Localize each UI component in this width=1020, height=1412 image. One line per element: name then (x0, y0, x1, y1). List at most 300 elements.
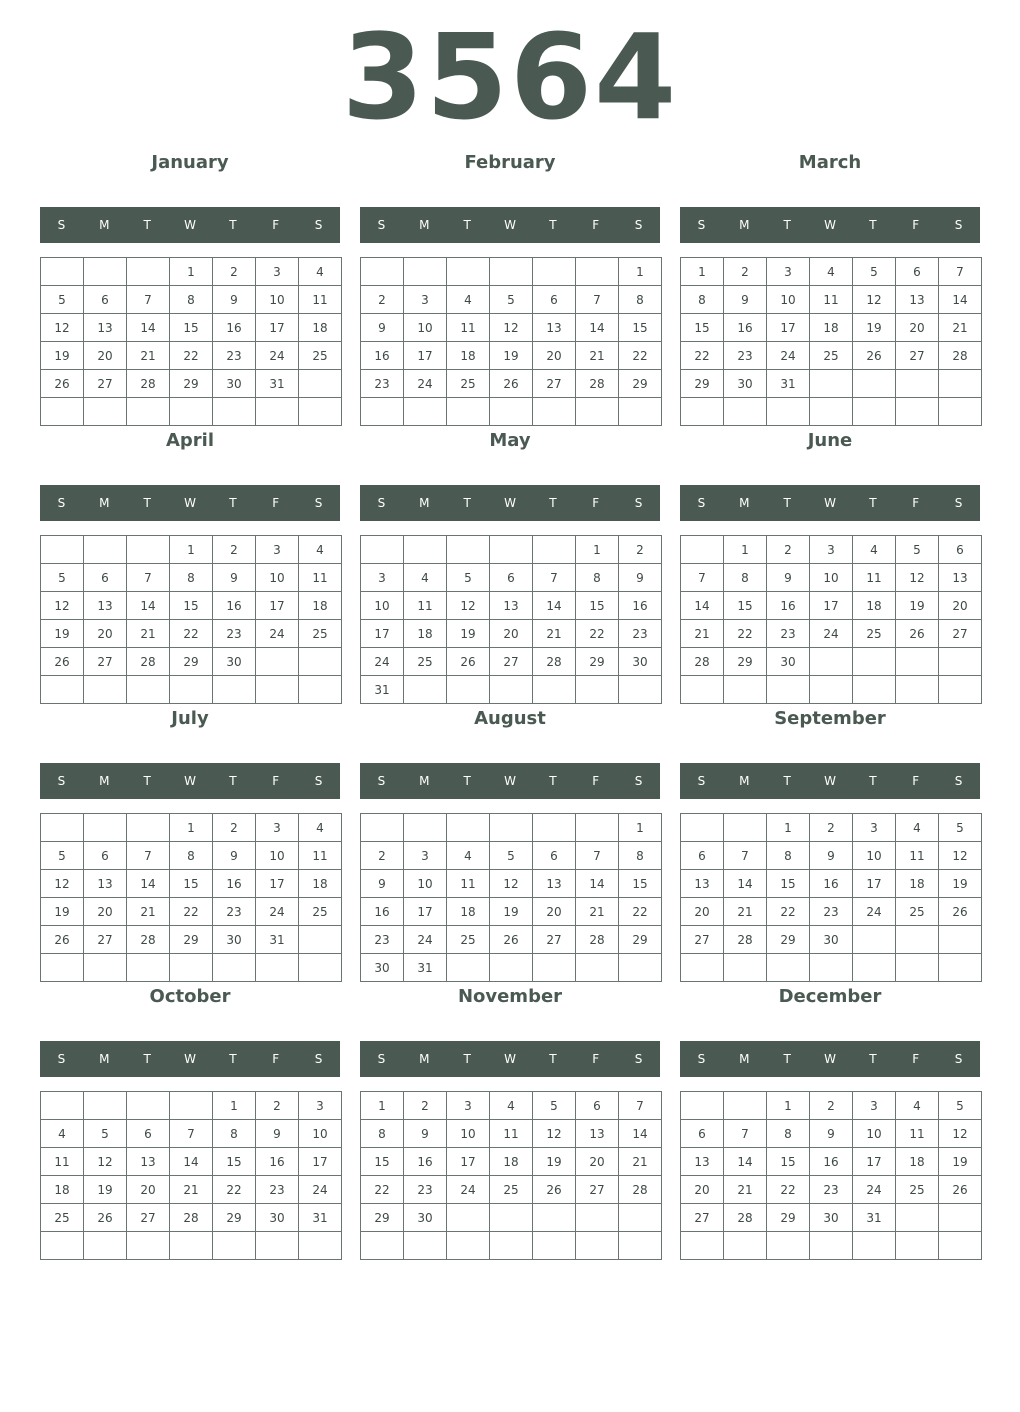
day-cell: 12 (447, 592, 490, 620)
day-cell: 8 (767, 1120, 810, 1148)
day-cell: 7 (681, 564, 724, 592)
day-cell: 23 (213, 342, 256, 370)
day-cell: 16 (404, 1148, 447, 1176)
day-cell: 31 (853, 1204, 896, 1232)
day-cell: 13 (681, 1148, 724, 1176)
weekday-label: T (549, 1052, 557, 1066)
day-cell: 29 (724, 648, 767, 676)
day-cell: 22 (767, 898, 810, 926)
day-cell: 20 (84, 342, 127, 370)
day-cell: 8 (681, 286, 724, 314)
day-cell: 23 (767, 620, 810, 648)
weekday-label: F (592, 774, 600, 788)
day-cell: 26 (41, 648, 84, 676)
empty-day-cell (939, 1204, 982, 1232)
day-cell: 6 (896, 258, 939, 286)
day-cell: 4 (810, 258, 853, 286)
day-cell: 30 (404, 1204, 447, 1232)
day-cell: 12 (896, 564, 939, 592)
day-cell: 1 (576, 536, 619, 564)
day-cell: 30 (810, 926, 853, 954)
day-cell: 3 (361, 564, 404, 592)
day-cell: 1 (681, 258, 724, 286)
day-cell: 8 (170, 842, 213, 870)
day-cell: 13 (533, 870, 576, 898)
week-row (681, 1120, 982, 1148)
day-cell: 9 (619, 564, 662, 592)
weekday-label: W (504, 218, 516, 232)
weekday-label: F (912, 218, 920, 232)
weekday-label: W (184, 218, 196, 232)
day-cell: 2 (213, 536, 256, 564)
month-name: April (165, 430, 215, 451)
day-cell: 22 (170, 620, 213, 648)
weekday-label: F (592, 1052, 600, 1066)
day-cell: 16 (213, 592, 256, 620)
weekday-label: M (99, 1052, 110, 1066)
day-cell: 29 (213, 1204, 256, 1232)
weekday-label: W (824, 1052, 836, 1066)
day-cell: 6 (681, 1120, 724, 1148)
week-row (361, 1148, 662, 1176)
day-cell: 14 (619, 1120, 662, 1148)
day-cell: 23 (256, 1176, 299, 1204)
day-cell: 9 (256, 1120, 299, 1148)
weekday-label: S (314, 496, 323, 510)
day-cell: 23 (810, 898, 853, 926)
month-name: January (151, 152, 229, 173)
day-grid (680, 1091, 982, 1260)
day-cell: 14 (724, 870, 767, 898)
weekday-label: F (272, 218, 280, 232)
day-cell: 16 (256, 1148, 299, 1176)
week-row (681, 1204, 982, 1232)
day-cell: 18 (447, 898, 490, 926)
day-cell: 3 (256, 814, 299, 842)
month-name: October (149, 986, 231, 1007)
day-cell: 19 (447, 620, 490, 648)
day-cell: 3 (447, 1092, 490, 1120)
day-cell: 19 (896, 592, 939, 620)
day-cell: 6 (939, 536, 982, 564)
empty-day-cell (939, 1232, 982, 1260)
day-cell: 6 (490, 564, 533, 592)
day-cell: 26 (896, 620, 939, 648)
day-cell: 5 (896, 536, 939, 564)
day-cell: 28 (724, 1204, 767, 1232)
day-cell: 27 (576, 1176, 619, 1204)
weekday-label: T (869, 774, 877, 788)
day-cell: 31 (299, 1204, 342, 1232)
month-february (360, 0, 660, 391)
day-cell: 31 (767, 370, 810, 398)
day-cell: 17 (767, 314, 810, 342)
day-cell: 17 (853, 1148, 896, 1176)
weekday-header (360, 207, 660, 243)
weekday-header (40, 485, 340, 521)
day-cell: 9 (810, 842, 853, 870)
weekday-header (40, 207, 340, 243)
weekday-header (360, 485, 660, 521)
month-name: September (774, 708, 886, 729)
day-cell: 19 (939, 1148, 982, 1176)
day-cell: 12 (41, 592, 84, 620)
day-cell: 30 (619, 648, 662, 676)
day-cell: 26 (939, 898, 982, 926)
weekday-label: T (143, 774, 151, 788)
day-cell: 18 (299, 314, 342, 342)
day-cell: 7 (170, 1120, 213, 1148)
day-cell: 17 (256, 592, 299, 620)
day-cell: 25 (896, 898, 939, 926)
day-cell: 2 (810, 1092, 853, 1120)
day-cell: 26 (447, 648, 490, 676)
weekday-label: M (99, 496, 110, 510)
day-cell: 19 (533, 1148, 576, 1176)
day-cell: 10 (256, 842, 299, 870)
day-cell: 2 (361, 286, 404, 314)
week-row (681, 1232, 982, 1260)
weekday-label: M (739, 1052, 750, 1066)
day-cell: 1 (170, 814, 213, 842)
weekday-label: F (272, 496, 280, 510)
day-cell: 30 (724, 370, 767, 398)
week-row (361, 1092, 662, 1120)
month-june (680, 278, 980, 669)
day-cell: 6 (127, 1120, 170, 1148)
weekday-label: M (739, 218, 750, 232)
day-cell: 18 (299, 592, 342, 620)
weekday-label: T (229, 496, 237, 510)
day-cell: 29 (619, 926, 662, 954)
weekday-label: T (143, 218, 151, 232)
weekday-label: T (549, 218, 557, 232)
day-cell: 28 (127, 648, 170, 676)
weekday-label: S (57, 774, 66, 788)
day-grid (40, 1091, 342, 1260)
day-cell: 10 (404, 870, 447, 898)
day-cell: 3 (853, 814, 896, 842)
day-cell: 18 (41, 1176, 84, 1204)
empty-day-cell (896, 1204, 939, 1232)
weekday-header (680, 207, 980, 243)
day-cell: 24 (767, 342, 810, 370)
empty-day-cell (681, 1092, 724, 1120)
day-cell: 15 (170, 870, 213, 898)
day-cell: 4 (299, 258, 342, 286)
day-cell: 19 (490, 342, 533, 370)
day-cell: 8 (767, 842, 810, 870)
day-cell: 27 (127, 1204, 170, 1232)
weekday-label: T (463, 218, 471, 232)
empty-day-cell (576, 1232, 619, 1260)
week-row (361, 1120, 662, 1148)
day-cell: 25 (447, 926, 490, 954)
weekday-label: S (697, 218, 706, 232)
day-cell: 20 (681, 898, 724, 926)
month-name: July (171, 708, 209, 729)
weekday-label: W (824, 774, 836, 788)
weekday-header (40, 763, 340, 799)
week-row (41, 1204, 342, 1232)
day-cell: 7 (724, 842, 767, 870)
weekday-label: S (697, 496, 706, 510)
day-cell: 13 (576, 1120, 619, 1148)
weekday-label: W (824, 218, 836, 232)
day-cell: 1 (213, 1092, 256, 1120)
day-cell: 8 (361, 1120, 404, 1148)
day-cell: 4 (896, 814, 939, 842)
day-cell: 1 (767, 814, 810, 842)
day-cell: 22 (361, 1176, 404, 1204)
day-cell: 22 (213, 1176, 256, 1204)
day-cell: 14 (576, 870, 619, 898)
empty-day-cell (84, 1092, 127, 1120)
day-cell: 18 (447, 342, 490, 370)
day-cell: 18 (853, 592, 896, 620)
day-cell: 11 (896, 1120, 939, 1148)
weekday-header (40, 1041, 340, 1077)
day-cell: 25 (299, 898, 342, 926)
day-cell: 17 (810, 592, 853, 620)
day-cell: 7 (619, 1092, 662, 1120)
weekday-label: T (783, 1052, 791, 1066)
weekday-label: T (229, 218, 237, 232)
day-cell: 9 (767, 564, 810, 592)
day-cell: 27 (84, 370, 127, 398)
day-cell: 8 (576, 564, 619, 592)
empty-day-cell (896, 1232, 939, 1260)
weekday-label: S (697, 774, 706, 788)
weekday-label: S (954, 496, 963, 510)
day-cell: 18 (490, 1148, 533, 1176)
day-cell: 23 (404, 1176, 447, 1204)
day-cell: 11 (299, 842, 342, 870)
day-cell: 11 (299, 564, 342, 592)
month-name: August (474, 708, 546, 729)
weekday-header (360, 1041, 660, 1077)
empty-day-cell (361, 1232, 404, 1260)
day-cell: 31 (256, 370, 299, 398)
day-cell: 29 (681, 370, 724, 398)
week-row (41, 1232, 342, 1260)
weekday-label: T (143, 1052, 151, 1066)
day-cell: 9 (404, 1120, 447, 1148)
day-cell: 16 (810, 870, 853, 898)
day-cell: 18 (896, 1148, 939, 1176)
day-cell: 26 (533, 1176, 576, 1204)
day-cell: 20 (127, 1176, 170, 1204)
day-cell: 19 (41, 898, 84, 926)
empty-day-cell (810, 1232, 853, 1260)
day-cell: 29 (170, 648, 213, 676)
day-cell: 19 (853, 314, 896, 342)
day-cell: 15 (619, 870, 662, 898)
day-cell: 4 (299, 814, 342, 842)
weekday-label: T (783, 496, 791, 510)
day-cell: 28 (127, 926, 170, 954)
day-cell: 9 (213, 286, 256, 314)
day-cell: 13 (84, 314, 127, 342)
day-cell: 17 (256, 314, 299, 342)
day-cell: 24 (404, 370, 447, 398)
day-cell: 20 (84, 620, 127, 648)
weekday-label: M (99, 774, 110, 788)
day-cell: 27 (939, 620, 982, 648)
day-cell: 13 (681, 870, 724, 898)
day-cell: 9 (213, 842, 256, 870)
day-cell: 23 (619, 620, 662, 648)
day-cell: 13 (84, 592, 127, 620)
day-cell: 10 (447, 1120, 490, 1148)
weekday-label: W (504, 1052, 516, 1066)
month-april (40, 278, 340, 669)
day-cell: 5 (41, 286, 84, 314)
day-cell: 5 (853, 258, 896, 286)
weekday-label: T (869, 1052, 877, 1066)
weekday-label: W (824, 496, 836, 510)
day-cell: 20 (939, 592, 982, 620)
day-cell: 6 (84, 564, 127, 592)
day-cell: 8 (619, 286, 662, 314)
weekday-label: W (504, 496, 516, 510)
day-cell: 21 (533, 620, 576, 648)
day-cell: 12 (490, 870, 533, 898)
day-cell: 24 (256, 620, 299, 648)
day-cell: 16 (619, 592, 662, 620)
day-cell: 1 (619, 814, 662, 842)
day-cell: 5 (490, 286, 533, 314)
day-cell: 2 (404, 1092, 447, 1120)
day-cell: 3 (299, 1092, 342, 1120)
day-cell: 3 (256, 258, 299, 286)
day-cell: 21 (724, 898, 767, 926)
day-cell: 2 (767, 536, 810, 564)
weekday-label: M (419, 774, 430, 788)
day-cell: 16 (213, 314, 256, 342)
day-cell: 26 (490, 370, 533, 398)
day-cell: 29 (361, 1204, 404, 1232)
day-cell: 9 (724, 286, 767, 314)
weekday-label: W (184, 774, 196, 788)
day-cell: 14 (127, 870, 170, 898)
day-cell: 4 (853, 536, 896, 564)
day-cell: 21 (576, 898, 619, 926)
day-cell: 9 (810, 1120, 853, 1148)
empty-day-cell (853, 1232, 896, 1260)
day-cell: 28 (724, 926, 767, 954)
day-cell: 30 (213, 648, 256, 676)
day-cell: 2 (724, 258, 767, 286)
day-cell: 4 (404, 564, 447, 592)
day-cell: 12 (853, 286, 896, 314)
day-cell: 31 (256, 926, 299, 954)
month-january (40, 0, 340, 391)
day-cell: 12 (490, 314, 533, 342)
day-cell: 4 (41, 1120, 84, 1148)
weekday-label: M (419, 1052, 430, 1066)
day-cell: 28 (576, 926, 619, 954)
day-cell: 20 (576, 1148, 619, 1176)
weekday-label: S (377, 496, 386, 510)
day-cell: 21 (939, 314, 982, 342)
day-cell: 6 (84, 842, 127, 870)
day-cell: 22 (170, 898, 213, 926)
day-cell: 28 (619, 1176, 662, 1204)
weekday-label: F (912, 1052, 920, 1066)
day-cell: 1 (170, 536, 213, 564)
day-cell: 29 (170, 926, 213, 954)
weekday-label: F (912, 496, 920, 510)
day-cell: 14 (170, 1148, 213, 1176)
day-cell: 11 (41, 1148, 84, 1176)
empty-day-cell (404, 1232, 447, 1260)
weekday-label: S (314, 774, 323, 788)
day-cell: 21 (127, 620, 170, 648)
day-cell: 28 (127, 370, 170, 398)
weekday-label: F (592, 218, 600, 232)
day-cell: 15 (213, 1148, 256, 1176)
month-may (360, 278, 660, 697)
weekday-label: S (377, 774, 386, 788)
day-cell: 31 (404, 954, 447, 982)
day-cell: 21 (127, 898, 170, 926)
day-cell: 24 (404, 926, 447, 954)
day-cell: 5 (84, 1120, 127, 1148)
day-cell: 16 (361, 898, 404, 926)
day-cell: 26 (853, 342, 896, 370)
day-cell: 24 (447, 1176, 490, 1204)
day-cell: 25 (896, 1176, 939, 1204)
day-cell: 25 (41, 1204, 84, 1232)
day-cell: 17 (853, 870, 896, 898)
day-cell: 4 (299, 536, 342, 564)
day-cell: 14 (576, 314, 619, 342)
weekday-label: T (463, 496, 471, 510)
weekday-label: T (143, 496, 151, 510)
weekday-label: S (954, 1052, 963, 1066)
week-row (41, 1092, 342, 1120)
weekday-header (680, 1041, 980, 1077)
day-cell: 14 (681, 592, 724, 620)
day-cell: 27 (533, 926, 576, 954)
day-cell: 16 (810, 1148, 853, 1176)
day-cell: 18 (404, 620, 447, 648)
day-cell: 14 (939, 286, 982, 314)
weekday-label: T (229, 774, 237, 788)
day-cell: 21 (170, 1176, 213, 1204)
empty-day-cell (619, 1232, 662, 1260)
day-cell: 2 (256, 1092, 299, 1120)
day-cell: 8 (619, 842, 662, 870)
day-cell: 27 (533, 370, 576, 398)
day-cell: 22 (576, 620, 619, 648)
day-cell: 5 (490, 842, 533, 870)
month-name: November (457, 986, 563, 1007)
week-row (41, 1176, 342, 1204)
weekday-label: S (57, 218, 66, 232)
day-cell: 15 (619, 314, 662, 342)
day-cell: 7 (127, 842, 170, 870)
weekday-label: S (954, 218, 963, 232)
day-cell: 11 (490, 1120, 533, 1148)
day-cell: 27 (681, 1204, 724, 1232)
day-cell: 25 (853, 620, 896, 648)
day-cell: 9 (361, 314, 404, 342)
weekday-label: T (549, 496, 557, 510)
week-row (41, 1148, 342, 1176)
day-cell: 6 (84, 286, 127, 314)
